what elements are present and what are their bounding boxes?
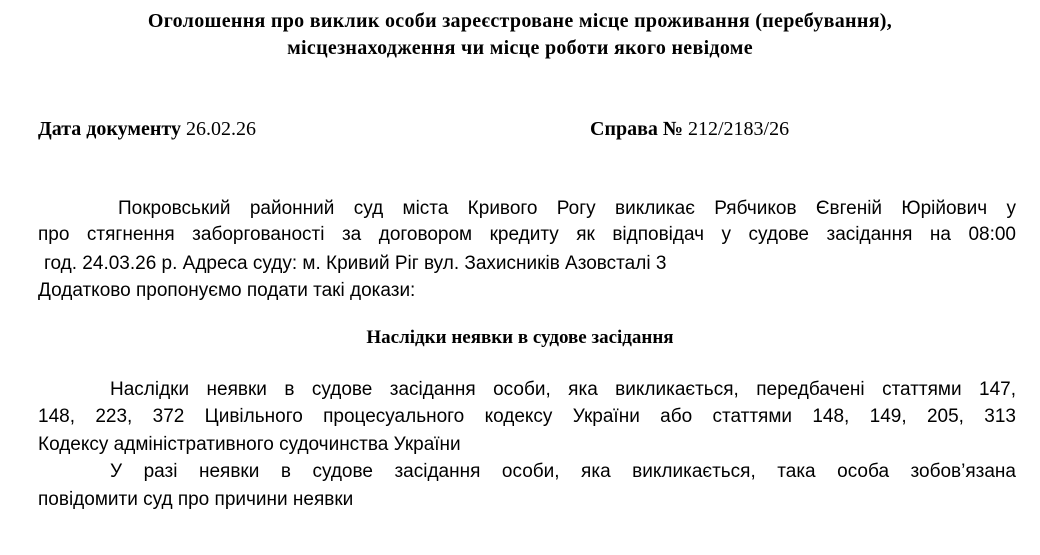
summons-line-2: про стягнення заборгованості за договором кредиту як відповідач у судове засідання на 08:00 — [38, 224, 1016, 245]
case-number-label: Справа № — [590, 118, 683, 140]
document-date-value: 26.02.26 — [186, 118, 256, 140]
case-number — [590, 118, 789, 141]
consequences-p1-line-2: 148, 223, 372 Цивільного процесуального кодексу України або статтями 148, 149, 205, 313 — [38, 406, 1016, 427]
document-date-label: Дата документу — [38, 118, 181, 140]
consequences-p2-line-2: повідомити суд про причини неявки — [38, 489, 354, 510]
consequences-p1-line-1: Наслідки неявки в судове засідання особи, яка викликається, передбачені статтями 147, — [110, 379, 1016, 400]
summons-line-3: год. 24.03.26 р. Адреса суду: м. Кривий Ріг вул. Захисників Азовсталі 3 — [44, 253, 667, 274]
document-title-line-2: місцезнаходження чи місце роботи якого невідоме — [287, 37, 753, 59]
summons-line-1: Покровський районний суд міста Кривого Рогу викликає Рябчиков Євгеній Юрійович у — [118, 198, 1016, 219]
document-title-line-1: Оголошення про виклик особи зареєстроване місце проживання (перебування), — [147, 10, 893, 32]
document-date — [38, 118, 256, 141]
case-number-value: 212/2183/26 — [688, 118, 790, 140]
consequences-p1-line-3: Кодексу адміністративного судочинства України — [38, 434, 461, 455]
consequences-p2-line-1: У разі неявки в судове засідання особи, яка викликається, така особа зобов’язана — [110, 461, 1016, 482]
consequences-heading: Наслідки неявки в судове засідання — [366, 327, 674, 348]
summons-line-4: Додатково пропонуємо подати такі докази: — [38, 280, 416, 301]
